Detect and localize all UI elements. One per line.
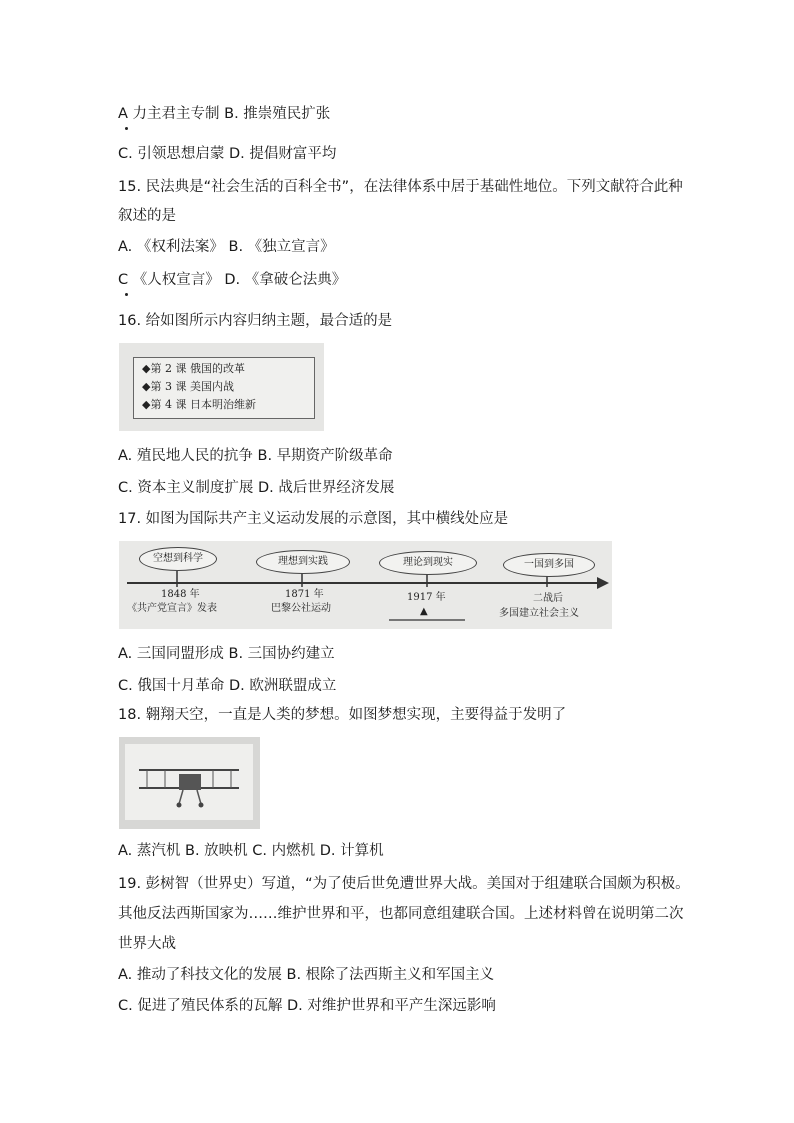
q16-stem: 16. 给如图所示内容归纳主题，最合适的是 — [118, 313, 393, 329]
q15-stem-line1: 15. 民法典是“社会生活的百科全书”，在法律体系中居于基础性地位。下列文献符合此种 — [118, 179, 683, 195]
event-year: 1917 年 — [407, 592, 446, 603]
lesson-item: ◆第 3 课 美国内战 — [142, 380, 234, 393]
event-year: 1871 年 — [285, 589, 324, 600]
q14-options-ab: A 力主君主专制 B. 推崇殖民扩张 — [118, 106, 331, 122]
q19-stem-line3: 世界大战 — [118, 936, 176, 952]
q18-stem: 18. 翱翔天空，一直是人类的梦想。如图梦想实现，主要得益于发明了 — [118, 707, 567, 723]
lesson-item: ◆第 4 课 日本明治维新 — [142, 398, 256, 411]
q19-options-ab: A. 推动了科技文化的发展 B. 根除了法西斯主义和军国主义 — [118, 967, 495, 983]
q17-options-ab: A. 三国同盟形成 B. 三国协约建立 — [118, 646, 335, 662]
photo-frame — [125, 744, 253, 820]
q17-options-cd: C. 俄国十月革命 D. 欧洲联盟成立 — [118, 678, 337, 694]
q15-stem-line2: 叙述的是 — [118, 208, 176, 224]
triangle-icon: ▲ — [420, 606, 428, 617]
lesson-item: ◆第 2 课 俄国的改革 — [142, 362, 245, 375]
q18-options: A. 蒸汽机 B. 放映机 C. 内燃机 D. 计算机 — [118, 843, 384, 859]
stage-bubble: 一国到多国 — [503, 553, 595, 577]
q19-options-cd: C. 促进了殖民体系的瓦解 D. 对维护世界和平产生深远影响 — [118, 998, 496, 1014]
q15-options-ab: A. 《权利法案》 B. 《独立宣言》 — [118, 239, 335, 255]
airplane-icon — [125, 744, 253, 820]
stage-bubble: 空想到科学 — [139, 547, 217, 571]
q16-options-ab: A. 殖民地人民的抗争 B. 早期资产阶级革命 — [118, 448, 393, 464]
event-year: 二战后 — [533, 593, 563, 604]
stage-bubble: 理想到实践 — [256, 550, 350, 574]
q14-options-cd: C. 引领思想启蒙 D. 提倡财富平均 — [118, 146, 337, 162]
event-label: 巴黎公社运动 — [271, 603, 331, 614]
timeline-arrow-icon — [597, 577, 609, 589]
q17-stem: 17. 如图为国际共产主义运动发展的示意图，其中横线处应是 — [118, 511, 509, 527]
q18-figure-airplane-photo — [119, 737, 260, 829]
lesson-list-box — [133, 357, 315, 419]
event-label: 多国建立社会主义 — [499, 608, 579, 619]
q19-stem-line2: 其他反法西斯国家为……维护世界和平，也都同意组建联合国。上述材料曾在说明第二次 — [118, 906, 684, 922]
q16-options-cd: C. 资本主义制度扩展 D. 战后世界经济发展 — [118, 480, 395, 496]
q19-stem-line1: 19. 彭树智（世界史）写道，“为了使后世免遭世界大战。美国对于组建联合国颇为积极。 — [118, 876, 690, 892]
q16-figure-lesson-list — [119, 343, 324, 431]
decorative-dot — [125, 127, 128, 130]
q15-options-cd: C 《人权宣言》 D. 《拿破仑法典》 — [118, 272, 347, 288]
event-year: 1848 年 — [161, 589, 200, 600]
q17-figure-timeline — [119, 541, 612, 629]
decorative-dot — [125, 293, 128, 296]
event-label: 《共产党宣言》发表 — [127, 603, 217, 614]
stage-bubble: 理论到现实 — [379, 551, 477, 575]
